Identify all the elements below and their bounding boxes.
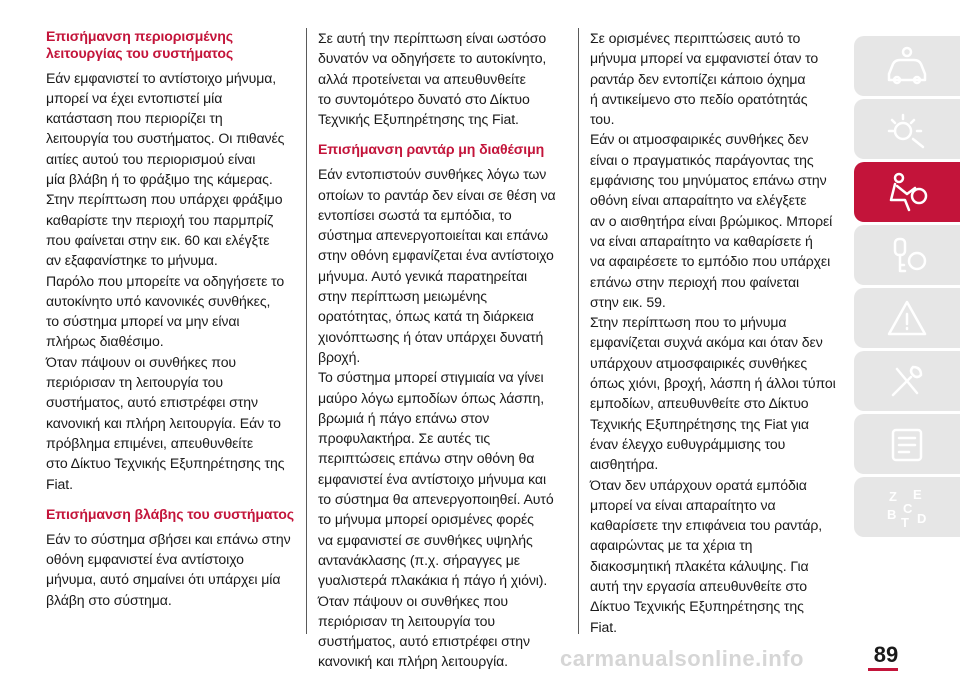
watermark: carmanualsonline.info <box>560 646 804 671</box>
warning-triangle-icon <box>883 296 931 340</box>
index-letter: D <box>917 511 927 526</box>
tab-technical-data[interactable] <box>854 414 960 474</box>
chapter-tabs <box>854 36 960 540</box>
maintenance-wrench-icon <box>883 359 931 403</box>
tab-emergency[interactable] <box>854 288 960 348</box>
paragraph-fault-continued: Σε αυτή την περίπτωση είναι ωστόσο δυνατόν να οδηγήσετε το αυτοκίνητο, αλλά προτείνεται να απευθυνθείτε το συντομότερο δυνατό στο Δίκτυο Τεχνικής Εξυπηρέτησης της Fiat. <box>318 30 547 128</box>
paragraph-limited-function: Εάν εμφανιστεί το αντίστοιχο μήνυμα, μπορεί να έχει εντοπιστεί μία κατάσταση που περιορίζει τη λειτουργία του συστήματος. Οι πιθανές αιτίες αυτού του περιορισμού είναι μία βλάβη ή το φράξιμο της κάμερας. Στην περίπτωση που υπάρχει φράξιμο καθαρίστε την περιοχή του παρμπρίζ που φαίνεται στην εικ. 60 και ελέγξτε αν εξαφανίστηκε το μήνυμα. Παρόλο που μπορείτε να οδηγήσετε το αυτοκίνητο υπό κανονικές συνθήκες, το σύστημα μπορεί να μην είναι πλήρως διαθέσιμο. Όταν πάψουν οι συνθήκες που περιόρισαν τη λειτουργία του συστήματος, αυτό επιστρέφει στην κανονική και πλήρη λειτουργία. Εάν το πρόβλημα επιμένει, απευθυνθείτε στο Δίκτυο Τεχνικής Εξυπηρέτησης της Fiat. <box>46 69 285 492</box>
index-letters-icon <box>883 485 931 529</box>
heading-radar-unavailable: Επισήμανση ραντάρ μη διαθέσιμη <box>318 141 545 158</box>
index-letter: E <box>913 487 922 502</box>
paragraph-system-fault: Εάν το σύστημα σβήσει και επάνω στην οθόνη εμφανιστεί ένα αντίστοιχο μήνυμα, αυτό σημαίνει ότι υπάρχει μία βλάβη στο σύστημα. <box>46 530 291 608</box>
index-letter: T <box>901 515 909 529</box>
paragraph-radar-unavailable: Εάν εντοπιστούν συνθήκες λόγω των οποίων το ραντάρ δεν είναι σε θέση να εντοπίσει σωστά τα εμπόδια, το σύστημα απενεργοποιείται και επάνω στην οθόνη εμφανίζεται ένα αντίστοιχο μήνυμα. Αυτό γενικά παρατηρείται στην περίπτωση μειωμένης ορατότητας, όπως κατά τη διάρκεια χιονόπτωσης ή όταν υπάρχει δυνατή βροχή. Το σύστημα μπορεί στιγμιαία να γίνει μαύρο λόγω εμποδίων όπως λάσπη, βρωμιά ή πάγο επάνω στον προφυλακτήρα. Σε αυτές τις περιπτώσεις επάνω στην οθόνη θα εμφανιστεί ένα αντίστοιχο μήνυμα και το σύστημα θα απενεργοποιηθεί. Αυτό το μήνυμα μπορεί ορισμένες φορές να εμφανιστεί σε συνθήκες υψηλής αντανάκλασης (π.χ. σήραγγες με γυαλιστερά πλακάκια ή πάγο ή χιόνι). Όταν πάψουν οι συνθήκες που περιόρισαν τη λειτουργία του συστήματος, αυτό επιστρέφει στην κανονική και πλήρη λειτουργία. <box>318 166 556 670</box>
tab-safety[interactable] <box>854 162 960 222</box>
index-letter: C <box>903 501 913 516</box>
tab-car-info[interactable] <box>854 36 960 96</box>
car-info-icon <box>883 44 931 88</box>
tab-starting-driving[interactable] <box>854 225 960 285</box>
seat-airbag-icon <box>883 170 931 214</box>
column-divider <box>578 28 579 634</box>
technical-data-icon <box>883 422 931 466</box>
heading-limited-function: Επισήμανση περιορισμένης λειτουργίας του συστήματος <box>46 28 234 61</box>
heading-system-fault: Επισήμανση βλάβης του συστήματος <box>46 505 294 522</box>
key-start-icon <box>883 233 931 277</box>
column-divider <box>306 28 307 634</box>
tab-index[interactable] <box>854 477 960 537</box>
paragraph-radar-continued: Σε ορισμένες περιπτώσεις αυτό το μήνυμα μπορεί να εμφανιστεί όταν το ραντάρ δεν εντοπίζει κάποιο όχημα ή αντικείμενο στο πεδίο ορατότητάς του. Εάν οι ατμοσφαιρικές συνθήκες δεν είναι ο πραγματικός παράγοντας της εμφάνισης του μηνύματος επάνω στην οθόνη είναι απαραίτητο να ελέγξετε αν ο αισθητήρα είναι βρώμικος. Μπορεί να είναι απαραίτητο να καθαρίσετε ή να αφαιρέσετε το εμπόδιο που υπάρχει επάνω στην περιοχή που φαίνεται στην εικ. 59. Στην περίπτωση που το μήνυμα εμφανίζεται συχνά ακόμα και όταν δεν υπάρχουν ατμοσφαιρικές συνθήκες όπως χιόνι, βροχή, λάσπη ή άλλοι τύποι εμποδίων, απευθυνθείτε στο Δίκτυο Τεχνικής Εξυπηρέτησης της Fiat για έναν έλεγχο ευθυγράμμισης του αισθητήρα. Όταν δεν υπάρχουν ορατά εμπόδια μπορεί να είναι απαραίτητο να καθαρίσετε την επιφάνεια του ραντάρ, αφαιρώντας με τα χέρια τη διακοσμητική πλακέτα κάλυψης. Για αυτή την εργασία απευθυνθείτε στο Δίκτυο Τεχνικής Εξυπηρέτησης της Fiat. <box>590 30 836 635</box>
tab-dashboard[interactable] <box>854 99 960 159</box>
index-letter: Z <box>889 489 897 504</box>
page-number-underline <box>868 668 898 671</box>
text-column-2 <box>318 28 566 672</box>
text-column-3 <box>590 28 838 637</box>
text-column-1 <box>46 28 294 610</box>
tab-maintenance[interactable] <box>854 351 960 411</box>
index-letter: B <box>887 507 897 522</box>
page-number: 89 <box>873 642 899 667</box>
dashboard-lights-icon <box>883 107 931 151</box>
